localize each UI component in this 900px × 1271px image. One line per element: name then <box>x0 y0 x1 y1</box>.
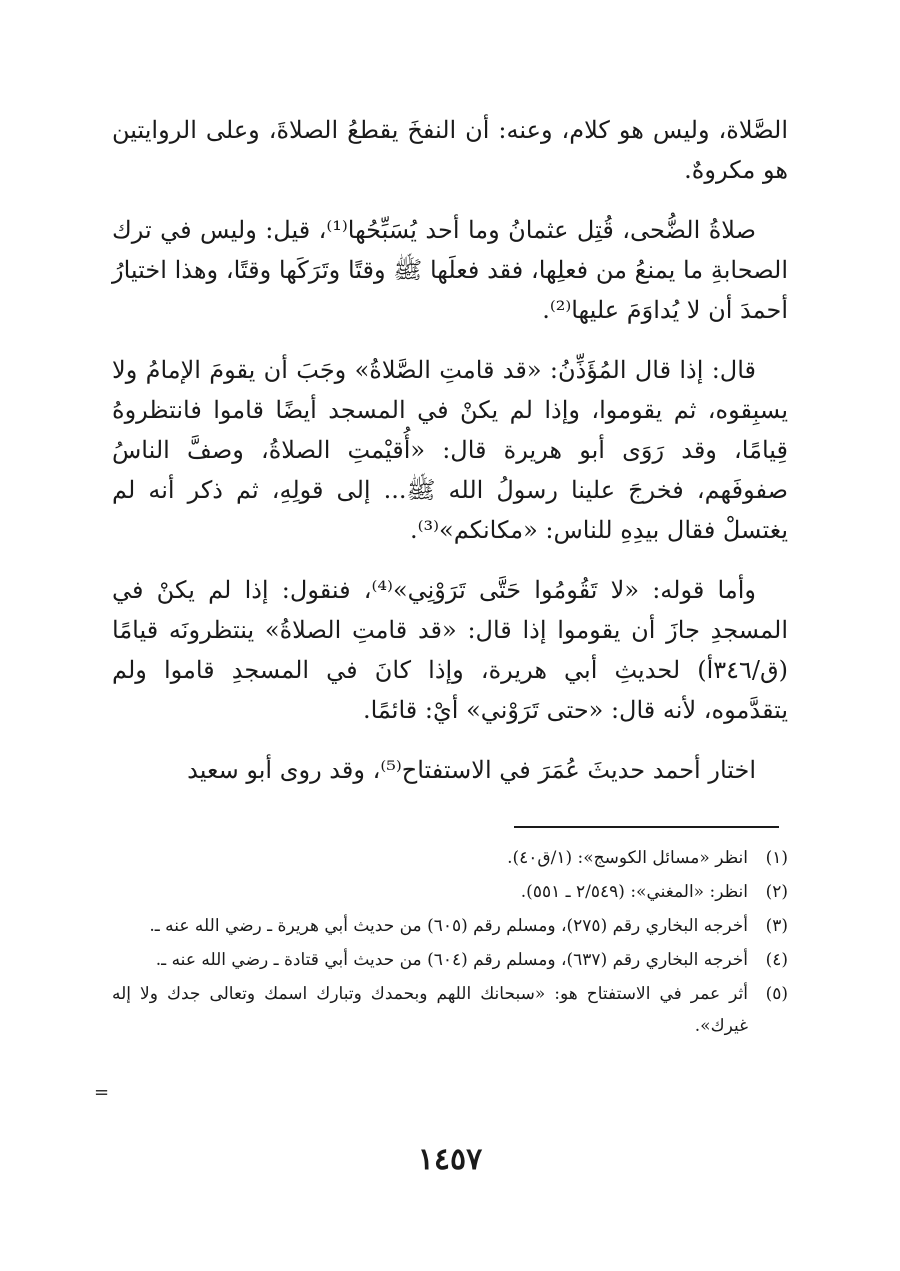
footnote-3 <box>112 910 788 942</box>
footnote-text: أخرجه البخاري رقم (٢٧٥)، ومسلم رقم (٦٠٥) من حديث أبي هريرة ـ رضي الله عنه ـ. <box>149 916 748 936</box>
footnote-number: (٣) <box>765 916 788 936</box>
footnotes <box>112 842 788 1044</box>
footnote-text: انظر: «المغني»: (٢/٥٤٩ ـ ٥٥١). <box>520 882 748 902</box>
footnote-text: أثر عمر في الاستفتاح هو: «سبحانك اللهم وبحمدك وتبارك اسمك وتعالى جدك ولا إله غيرك». <box>112 984 748 1036</box>
paragraph-3: قال: إذا قال المُؤَذِّنُ: «قد قامتِ الصَّلاةُ» وجَبَ أن يقومَ الإمامُ ولا يسبِقوه، ثم يقوموا، وإذا لم يكنْ في المسجد أيضًا قاموا فانتظروهُ قِيامًا، وقد رَوَى أبو هريرة قال: «أُقيْمتِ الصلاةُ، وصفَّ الناسُ صفوفَهم، فخرجَ علينا رسولُ الله ﷺ... إلى قولِهِ، ثم ذكر أنه لم يغتسلْ فقال بيدِهِ للناس: «مكانكم»⁽³⁾. <box>112 356 788 544</box>
main-text <box>112 110 788 810</box>
footnote-separator <box>514 826 779 828</box>
footnote-1 <box>112 842 788 874</box>
footnote-number: (١) <box>765 848 788 868</box>
paragraph-2: صلاةُ الضُّحى، قُتِل عثمانُ وما أحد يُسَبِّحُها⁽¹⁾، قيل: وليس في ترك الصحابةِ ما يمنعُ من فعلِها، فقد فعلَها ﷺ وقتًا وتَرَكَها وقتًا، وهذا اختيارُ أحمدَ أن لا يُداوَمَ عليها⁽²⁾. <box>112 216 788 324</box>
footnote-number: (٤) <box>765 950 788 970</box>
paragraph-4: وأما قوله: «لا تَقُومُوا حَتَّى تَرَوْنِي»⁽⁴⁾، فنقول: إذا لم يكنْ في المسجدِ جازَ أن يقوموا إذا قال: «قد قامتِ الصلاةُ» ينتظرونَه قيامًا (ق/٣٤٦أ) لحديثِ أبي هريرة، وإذا كانَ في المسجدِ قاموا ولم يتقدَّموه، لأنه قال: «حتى تَرَوْني» أيْ: قائمًا. <box>112 576 788 724</box>
margin-mark: = <box>94 1082 110 1103</box>
footnote-2 <box>112 876 788 908</box>
footnote-text: أخرجه البخاري رقم (٦٣٧)، ومسلم رقم (٦٠٤) من حديث أبي قتادة ـ رضي الله عنه ـ. <box>155 950 748 970</box>
footnote-number: (٢) <box>765 882 788 902</box>
paragraph-5: اختار أحمد حديثَ عُمَرَ في الاستفتاح⁽⁵⁾، وقد روى أبو سعيد <box>187 756 756 784</box>
page-number: ١٤٥٧ <box>417 1142 483 1177</box>
footnote-5 <box>112 978 788 1042</box>
paragraph-1: الصَّلاة، وليس هو كلام، وعنه: أن النفخَ يقطعُ الصلاةَ، وعلى الروايتين هو مكروهٌ. <box>112 116 788 184</box>
footnote-text: انظر «مسائل الكوسج»: (١/ق٤٠). <box>507 848 748 868</box>
footnote-number: (٥) <box>765 984 788 1004</box>
footnote-4 <box>112 944 788 976</box>
